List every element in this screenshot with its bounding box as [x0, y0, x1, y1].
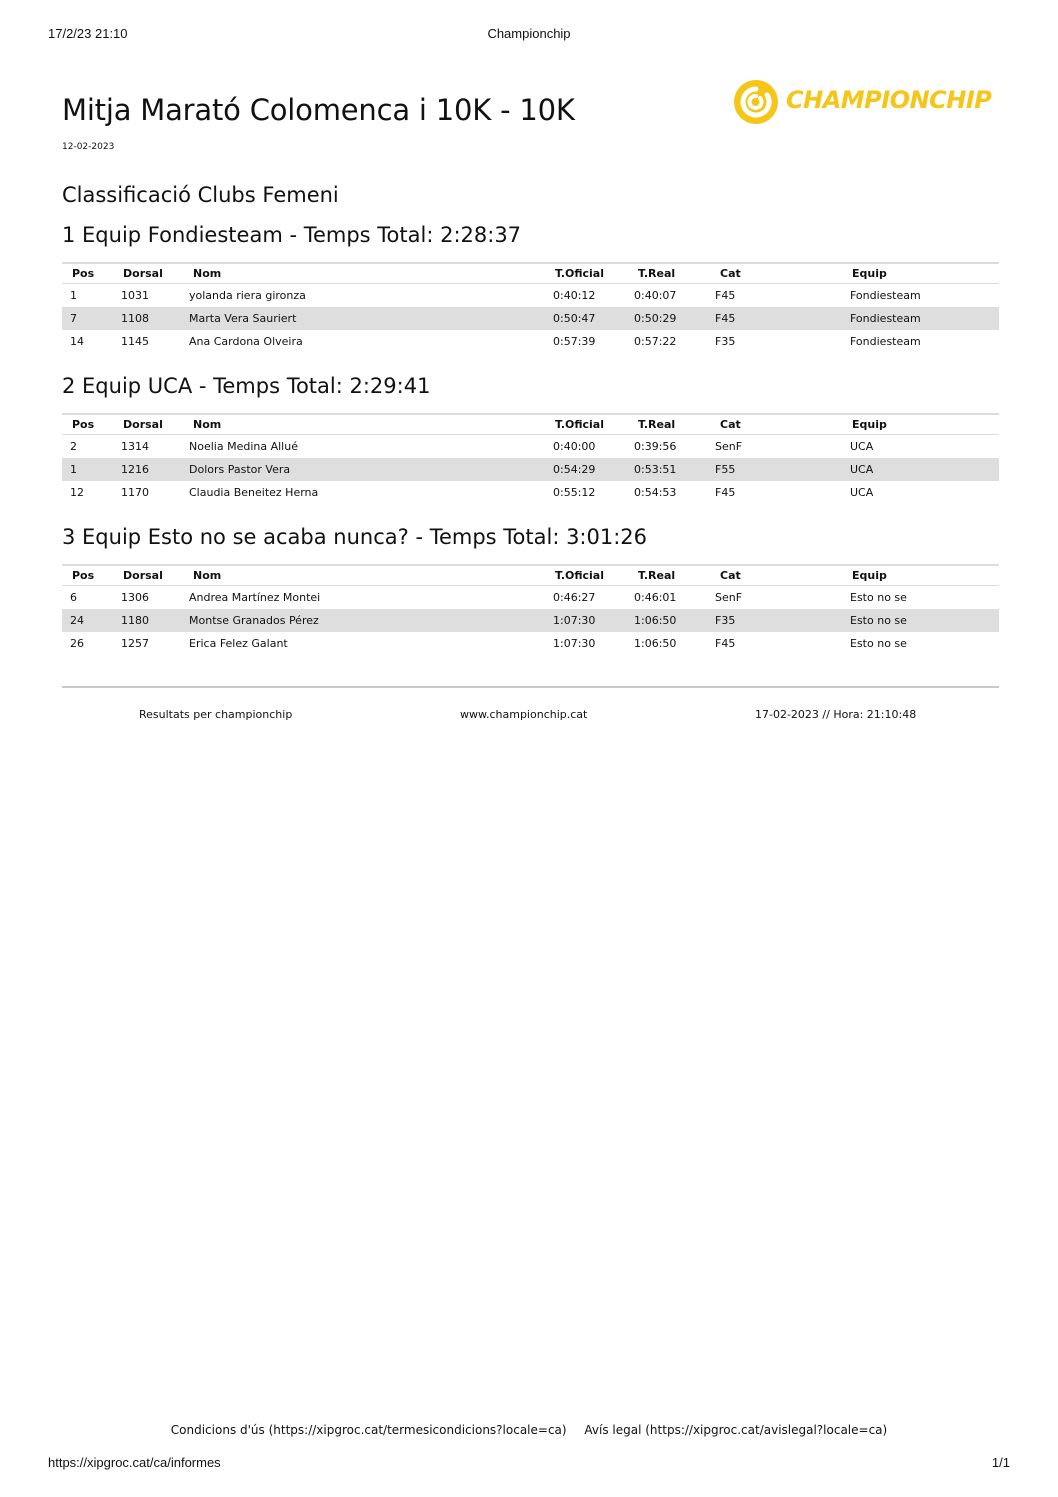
- cell-team: Esto no se: [850, 637, 907, 650]
- print-title: Championchip: [487, 26, 571, 41]
- column-header-team[interactable]: Equip: [852, 267, 887, 280]
- results-table: [62, 413, 999, 504]
- cell-real-time: 0:54:53: [634, 486, 677, 499]
- cell-dorsal: 1257: [121, 637, 149, 650]
- column-header-real-time[interactable]: T.Real: [638, 418, 676, 431]
- team-block: [62, 222, 999, 353]
- cell-name: Montse Granados Pérez: [189, 614, 319, 627]
- team-list: [62, 222, 999, 655]
- cell-real-time: 0:57:22: [634, 335, 677, 348]
- cell-team: Fondiesteam: [850, 335, 921, 348]
- cell-real-time: 0:46:01: [634, 591, 677, 604]
- cell-official-time: 0:57:39: [553, 335, 596, 348]
- cell-category: F45: [715, 486, 736, 499]
- column-header-dorsal[interactable]: Dorsal: [123, 267, 163, 280]
- table-row[interactable]: [62, 330, 999, 353]
- cell-category: F45: [715, 637, 736, 650]
- table-row[interactable]: [62, 586, 999, 610]
- cell-dorsal: 1306: [121, 591, 149, 604]
- cell-pos: 1: [70, 289, 77, 302]
- cell-real-time: 1:06:50: [634, 637, 677, 650]
- cell-team: Fondiesteam: [850, 289, 921, 302]
- cell-category: F45: [715, 312, 736, 325]
- cell-real-time: 1:06:50: [634, 614, 677, 627]
- cell-official-time: 0:40:12: [553, 289, 596, 302]
- cell-pos: 1: [70, 463, 77, 476]
- cell-official-time: 1:07:30: [553, 637, 596, 650]
- cell-pos: 7: [70, 312, 77, 325]
- cell-official-time: 0:55:12: [553, 486, 596, 499]
- team-title: 2 Equip UCA - Temps Total: 2:29:41: [62, 374, 431, 398]
- table-row[interactable]: [62, 307, 999, 330]
- results-table: [62, 564, 999, 655]
- cell-name: Erica Felez Galant: [189, 637, 288, 650]
- table-header-row: [62, 565, 999, 586]
- legal-notice-link[interactable]: Avís legal (https://xipgroc.cat/avislegal?locale=ca): [584, 1423, 888, 1437]
- column-header-name[interactable]: Nom: [193, 267, 222, 280]
- page-number: 1/1: [991, 1455, 1010, 1470]
- cell-category: F35: [715, 614, 736, 627]
- cell-official-time: 0:46:27: [553, 591, 596, 604]
- cell-team: UCA: [850, 440, 874, 453]
- cell-official-time: 1:07:30: [553, 614, 596, 627]
- column-header-category[interactable]: Cat: [720, 569, 741, 582]
- cell-official-time: 0:40:00: [553, 440, 596, 453]
- column-header-team[interactable]: Equip: [852, 569, 887, 582]
- cell-real-time: 0:40:07: [634, 289, 677, 302]
- column-header-real-time[interactable]: T.Real: [638, 267, 676, 280]
- footer-divider: [62, 686, 999, 688]
- team-title: 1 Equip Fondiesteam - Temps Total: 2:28:37: [62, 223, 522, 247]
- column-header-team[interactable]: Equip: [852, 418, 887, 431]
- cell-dorsal: 1108: [121, 312, 149, 325]
- championchip-logo[interactable]: [734, 80, 999, 128]
- cell-pos: 24: [70, 614, 84, 627]
- team-block: [62, 524, 999, 655]
- cell-name: Marta Vera Sauriert: [189, 312, 297, 325]
- cell-real-time: 0:50:29: [634, 312, 677, 325]
- footer-timestamp: 17-02-2023 // Hora: 21:10:48: [755, 708, 917, 721]
- cell-category: SenF: [715, 440, 743, 453]
- table-row[interactable]: [62, 435, 999, 459]
- cell-real-time: 0:39:56: [634, 440, 677, 453]
- print-url: https://xipgroc.cat/ca/informes: [48, 1455, 221, 1470]
- cell-name: Noelia Medina Allué: [189, 440, 298, 453]
- column-header-pos[interactable]: Pos: [72, 569, 95, 582]
- column-header-category[interactable]: Cat: [720, 418, 741, 431]
- cell-team: Esto no se: [850, 591, 907, 604]
- table-row[interactable]: [62, 609, 999, 632]
- table-header-row: [62, 263, 999, 284]
- cell-name: yolanda riera gironza: [189, 289, 306, 302]
- cell-category: F55: [715, 463, 736, 476]
- team-title: 3 Equip Esto no se acaba nunca? - Temps Total: 3:01:26: [62, 525, 648, 549]
- column-header-pos[interactable]: Pos: [72, 267, 95, 280]
- table-row[interactable]: [62, 458, 999, 481]
- column-header-category[interactable]: Cat: [720, 267, 741, 280]
- print-header: [48, 26, 1010, 44]
- cell-name: Claudia Beneitez Herna: [189, 486, 319, 499]
- table-row[interactable]: [62, 632, 999, 655]
- cell-team: Fondiesteam: [850, 312, 921, 325]
- cell-team: UCA: [850, 486, 874, 499]
- championchip-wordmark: CHAMPIONCHIP: [786, 86, 992, 114]
- cell-team: Esto no se: [850, 614, 907, 627]
- column-header-name[interactable]: Nom: [193, 569, 222, 582]
- table-header-row: [62, 414, 999, 435]
- cell-category: F35: [715, 335, 736, 348]
- column-header-dorsal[interactable]: Dorsal: [123, 569, 163, 582]
- print-date: 17/2/23 21:10: [48, 26, 128, 41]
- footer-website-link[interactable]: www.championchip.cat: [460, 708, 588, 721]
- cell-category: F45: [715, 289, 736, 302]
- cell-dorsal: 1145: [121, 335, 149, 348]
- column-header-official-time[interactable]: T.Oficial: [555, 569, 605, 582]
- column-header-official-time[interactable]: T.Oficial: [555, 418, 605, 431]
- column-header-name[interactable]: Nom: [193, 418, 222, 431]
- championchip-logo-icon: [734, 80, 778, 124]
- column-header-dorsal[interactable]: Dorsal: [123, 418, 163, 431]
- column-header-official-time[interactable]: T.Oficial: [555, 267, 605, 280]
- team-block: [62, 373, 999, 504]
- event-date: 12-02-2023: [62, 142, 115, 152]
- cell-name: Dolors Pastor Vera: [189, 463, 291, 476]
- results-page: [62, 86, 999, 655]
- cell-dorsal: 1216: [121, 463, 149, 476]
- cell-real-time: 0:53:51: [634, 463, 677, 476]
- cell-name: Andrea Martínez Montei: [189, 591, 321, 604]
- cell-category: SenF: [715, 591, 743, 604]
- cell-pos: 14: [70, 335, 84, 348]
- table-row[interactable]: [62, 284, 999, 308]
- cell-official-time: 0:54:29: [553, 463, 596, 476]
- footer-results-by: Resultats per championchip: [139, 708, 293, 721]
- cell-dorsal: 1031: [121, 289, 149, 302]
- cell-name: Ana Cardona Olveira: [189, 335, 303, 348]
- cell-team: UCA: [850, 463, 874, 476]
- cell-pos: 2: [70, 440, 77, 453]
- cell-dorsal: 1180: [121, 614, 149, 627]
- column-header-pos[interactable]: Pos: [72, 418, 95, 431]
- cell-dorsal: 1314: [121, 440, 149, 453]
- column-header-real-time[interactable]: T.Real: [638, 569, 676, 582]
- legal-links: [0, 1423, 1058, 1437]
- cell-pos: 12: [70, 486, 84, 499]
- cell-official-time: 0:50:47: [553, 312, 596, 325]
- cell-pos: 6: [70, 591, 77, 604]
- cell-dorsal: 1170: [121, 486, 149, 499]
- results-table: [62, 262, 999, 353]
- table-row[interactable]: [62, 481, 999, 504]
- conditions-link[interactable]: Condicions d'ús (https://xipgroc.cat/termesicondicions?locale=ca): [170, 1423, 567, 1437]
- event-title: Mitja Marató Colomenca i 10K - 10K: [62, 93, 575, 127]
- cell-pos: 26: [70, 637, 84, 650]
- classification-title: Classificació Clubs Femeni: [62, 183, 339, 207]
